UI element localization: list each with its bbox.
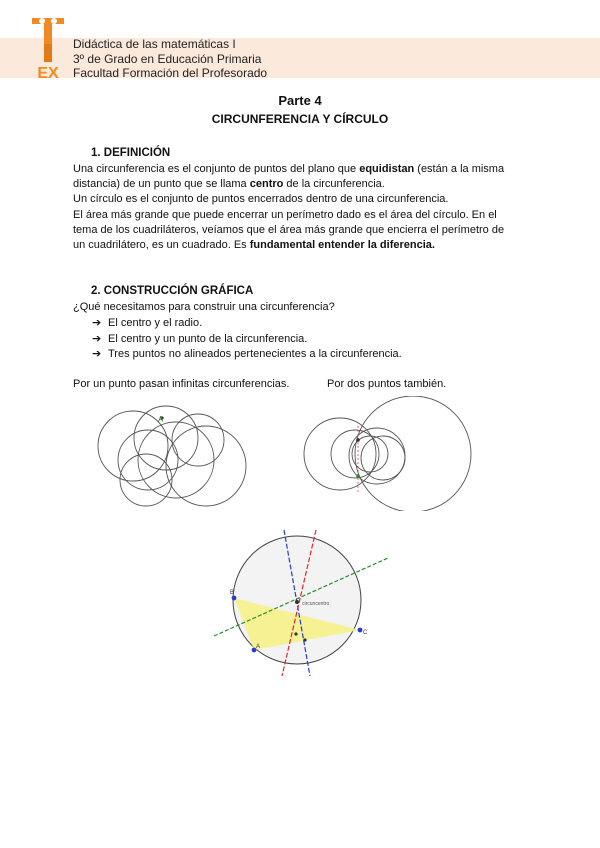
university-logo — [30, 14, 66, 82]
list-item: ➔ El centro y un punto de la circunferencia. — [92, 332, 402, 348]
section-definition-heading: 1. DEFINICIÓN — [91, 147, 171, 159]
arrow-icon: ➔ — [92, 332, 102, 345]
figure-circles-two-points — [295, 396, 480, 511]
vertex-label: C — [363, 630, 368, 636]
logo-text: EX — [37, 65, 59, 82]
page-title: CIRCUNFERENCIA Y CÍRCULO — [211, 112, 389, 126]
arrow-icon: ➔ — [92, 348, 102, 361]
definition-paragraph: Una circunferencia es el conjunto de puntos del plano que equidistan (están a la misma distancia) de un punto que se llama centro de la circunferencia. Un círculo es el conjunto de puntos encerrados dentro de una circunferencia. El área más grande que puede encerrar un perímetro dado es el área del círculo. En el tema de los cuadriláteros, veíamos que el área más grande que encierra el perímetro de un cuadrilátero, es un cuadrado. Es fundamental entender la diferencia. — [73, 163, 505, 252]
course-header — [73, 37, 267, 81]
caption-two-points: Por dos puntos también. — [327, 378, 447, 390]
part-title: Parte 4 — [278, 93, 322, 108]
arrow-icon: ➔ — [92, 317, 102, 329]
circumcenter-label: circuncentro — [302, 601, 330, 607]
construction-list — [92, 316, 402, 363]
figure-circumcircle — [212, 528, 392, 678]
point-label: A — [158, 415, 164, 424]
vertex-label: A — [256, 644, 261, 650]
construction-question: ¿Qué necesitamos para construir una circunferencia? — [73, 301, 335, 313]
header-degree: 3º de Grado en Educación Primaria — [73, 51, 262, 66]
header-faculty: Facultad Formación del Profesorado — [73, 66, 268, 80]
figure-circles-one-point — [88, 398, 278, 518]
caption-one-point: Por un punto pasan infinitas circunferencias. — [73, 378, 290, 390]
list-item: ➔ El centro y el radio. — [92, 316, 402, 332]
vertex-label: B — [230, 590, 235, 596]
section-construction-heading: 2. CONSTRUCCIÓN GRÁFICA — [91, 285, 254, 297]
header-course: Didáctica de las matemáticas I — [73, 37, 236, 51]
list-item: ➔ Tres puntos no alineados pertenecientes a la circunferencia. — [92, 347, 402, 363]
